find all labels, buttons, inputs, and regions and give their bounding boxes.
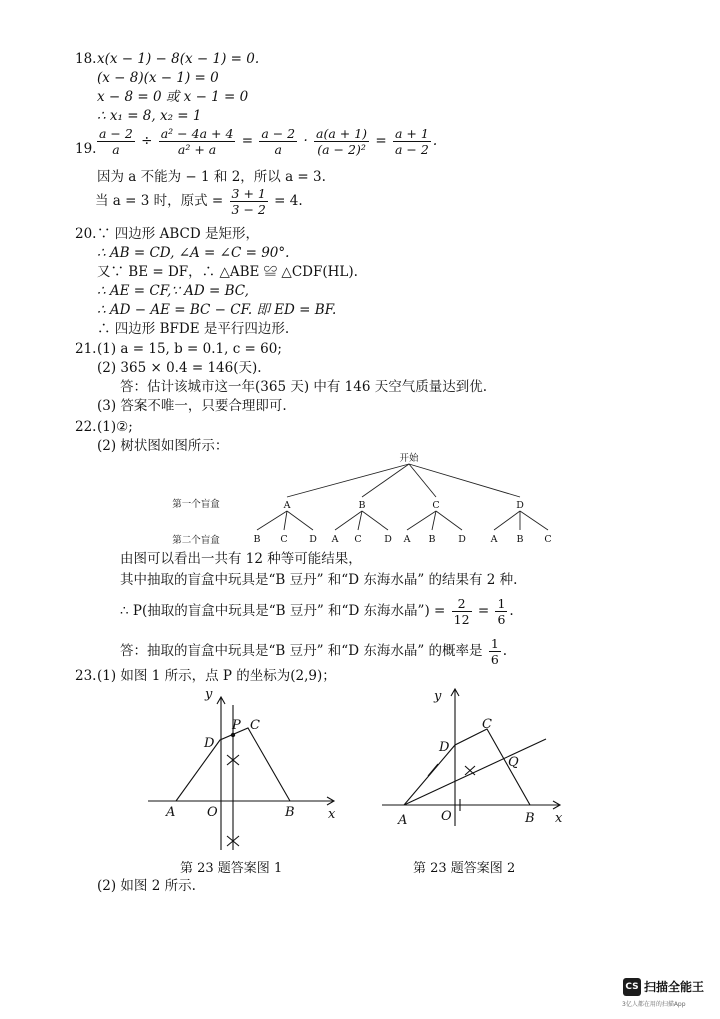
q18-line-1: x(x − 1) − 8(x − 1) = 0.: [97, 51, 260, 67]
q19-line-2: 因为 a 不能为 − 1 和 2，所以 a = 3.: [97, 169, 326, 185]
tree-row2-label: 第二个盲盒: [172, 535, 220, 546]
fig2-point-B: B: [525, 811, 535, 826]
tree-leaf: D: [384, 534, 392, 545]
q18-line-2: (x − 8)(x − 1) = 0: [97, 70, 219, 86]
fraction: $\frac{a + 1}{a - 2}$: [394, 126, 429, 157]
fraction: $\frac{2}{12}$: [453, 596, 470, 627]
tree-leaf: A: [331, 534, 339, 545]
tree-leaf: B: [516, 534, 524, 545]
q20-line-6: ∴ 四边形 BFDE 是平行四边形.: [97, 321, 290, 337]
q20-line-1: ∵ 四边形 ABCD 是矩形，: [97, 226, 259, 242]
fig1-point-B: B: [285, 805, 295, 820]
q18-line-3: x − 8 = 0 或 x − 1 = 0: [97, 89, 249, 105]
q22-line-5: ∴ P(抽取的盲盒中玩具是“B 豆丹” 和“D 东海水晶”) = $\frac{2}{12}$ = $\frac{1}{6}$ .: [120, 596, 514, 627]
fig1-y-label: y: [205, 687, 213, 702]
fraction: $\frac{3 + 1}{3 - 2}$: [231, 186, 266, 217]
q21-number: 21.: [75, 341, 97, 357]
tree-leaf: A: [490, 534, 498, 545]
fig2-x-label: x: [555, 811, 563, 826]
q18-line-4: ∴ x₁ = 8, x₂ = 1: [97, 108, 202, 124]
q19-line-1: $\frac{a - 2}{a}$ ÷ $\frac{\text{a² − 4a + 4}}{\text{a² + a}}$ = $\frac{a - 2}{a}$ · $\frac{a(a + 1)}{\text{(a − 2)²}}$ = $\frac{a + 1}{a - 2}$ .: [99, 126, 438, 157]
tree-node: C: [432, 500, 440, 511]
fig1-point-O: O: [207, 805, 218, 820]
fraction: $\frac{a - 2}{a}$: [99, 126, 133, 157]
q21-line-3: 答：估计该城市这一年(365 天) 中有 146 天空气质量达到优.: [120, 379, 488, 395]
fraction: $\frac{1}{6}$: [490, 636, 499, 667]
fig1-point-D: D: [204, 736, 215, 751]
fraction: $\frac{a - 2}{a}$: [261, 126, 296, 157]
q22-line-6: 答：抽取的盲盒中玩具是“B 豆丹” 和“D 东海水晶” 的概率是 $\frac{1}{6}$ .: [120, 636, 508, 667]
tree-root: 开始: [399, 453, 419, 464]
tree-leaf: A: [403, 534, 411, 545]
fig1-point-A: A: [166, 805, 176, 820]
tree-node: A: [283, 500, 291, 511]
tree-node: D: [516, 500, 524, 511]
tree-leaf: C: [280, 534, 288, 545]
fig1-point-P: P: [232, 718, 241, 733]
fig2-point-Q: Q: [508, 755, 519, 770]
q22-line-3: 由图可以看出一共有 12 种等可能结果，: [120, 551, 362, 567]
tree-row1-label: 第一个盲盒: [172, 499, 220, 510]
q21-line-1: (1) a = 15, b = 0.1, c = 60;: [97, 341, 282, 357]
fig2-y-label: y: [434, 689, 442, 704]
tree-node: B: [358, 500, 366, 511]
fig2-point-A: A: [398, 813, 408, 828]
camscanner-logo: [623, 976, 704, 996]
tree-leaf: D: [458, 534, 466, 545]
fraction: $\frac{1}{6}$: [497, 596, 506, 627]
tree-leaf: C: [354, 534, 362, 545]
q22-line-2: (2) 树状图如图所示：: [97, 438, 229, 454]
tree-leaf: B: [253, 534, 261, 545]
q20-line-5: ∴ AD − AE = BC − CF. 即 ED = BF.: [97, 302, 337, 318]
q23-line-1: (1) 如图 1 所示，点 P 的坐标为(2,9)；: [97, 668, 336, 684]
fig1-x-label: x: [328, 807, 336, 822]
fig1-caption: 第 23 题答案图 1: [180, 861, 283, 876]
q22-line-4: 其中抽取的盲盒中玩具是“B 豆丹” 和“D 东海水晶” 的结果有 2 种.: [120, 572, 518, 588]
fraction: $\frac{a(a + 1)}{\text{(a − 2)²}}$: [316, 126, 368, 157]
q18-number: 18.: [75, 51, 97, 67]
tree-leaf: C: [544, 534, 552, 545]
q20-number: 20.: [75, 226, 97, 242]
q22-line-1: (1)②;: [97, 419, 133, 435]
q21-line-2: (2) 365 × 0.4 = 146(天).: [97, 360, 262, 376]
tree-leaf: B: [428, 534, 436, 545]
fig2-point-C: C: [482, 717, 492, 732]
tree-leaf: D: [309, 534, 317, 545]
q23-line-2: (2) 如图 2 所示.: [97, 878, 196, 894]
fig2-caption: 第 23 题答案图 2: [413, 861, 516, 876]
fig2-point-O: O: [441, 809, 452, 824]
logo-tagline: 3亿人都在用的扫描App: [622, 1001, 686, 1008]
fig2-point-D: D: [439, 740, 450, 755]
q20-line-4: ∴ AE = CF,∵ AD = BC,: [97, 283, 249, 299]
q20-line-2: ∴ AB = CD, ∠A = ∠C = 90°.: [97, 245, 290, 261]
q19-line-3: 当 a = 3 时，原式 = $\frac{3 + 1}{3 - 2}$ = 4.: [95, 186, 303, 217]
q21-line-4: (3) 答案不唯一，只要合理即可.: [97, 398, 287, 414]
q20-line-3: 又∵ BE = DF，∴ △ABE ≌ △CDF(HL).: [97, 264, 358, 280]
q22-number: 22.: [75, 419, 97, 435]
fig1-point-C: C: [250, 718, 260, 733]
q23-number: 23.: [75, 668, 97, 684]
q19-number: 19.: [75, 141, 97, 157]
fraction: $\frac{\text{a² − 4a + 4}}{\text{a² + a}}$: [160, 126, 234, 157]
cs-icon: CS: [623, 978, 641, 996]
logo-name: 扫描全能王: [644, 980, 705, 994]
